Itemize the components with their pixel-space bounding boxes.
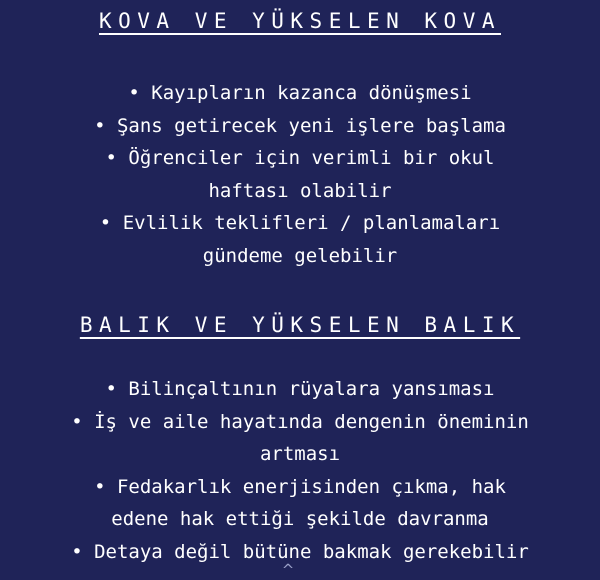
list-item: • Evlilik teklifleri / planlamaları gündeme gelebilir — [0, 207, 600, 272]
list-item: • Öğrenciler için verimli bir okul haftası olabilir — [0, 142, 600, 207]
list-item: • Detaya değil bütüne bakmak gerekebilir — [0, 536, 600, 569]
bullet-list-balik — [0, 373, 600, 568]
list-item: • Bilinçaltının rüyalara yansıması — [0, 373, 600, 406]
caret-up-icon: ^ — [281, 561, 295, 579]
list-item: • Kayıpların kazanca dönüşmesi — [0, 77, 600, 110]
list-item: • Şans getirecek yeni işlere başlama — [0, 110, 600, 143]
list-item: • Fedakarlık enerjisinden çıkma, hak edene hak ettiği şekilde davranma — [0, 471, 600, 536]
section-heading-kova: KOVA VE YÜKSELEN KOVA — [98, 9, 501, 33]
section-heading-balik: BALIK VE YÜKSELEN BALIK — [79, 313, 521, 337]
list-item: • İş ve aile hayatında dengenin öneminin artması — [0, 406, 600, 471]
bullet-list-kova — [0, 77, 600, 272]
